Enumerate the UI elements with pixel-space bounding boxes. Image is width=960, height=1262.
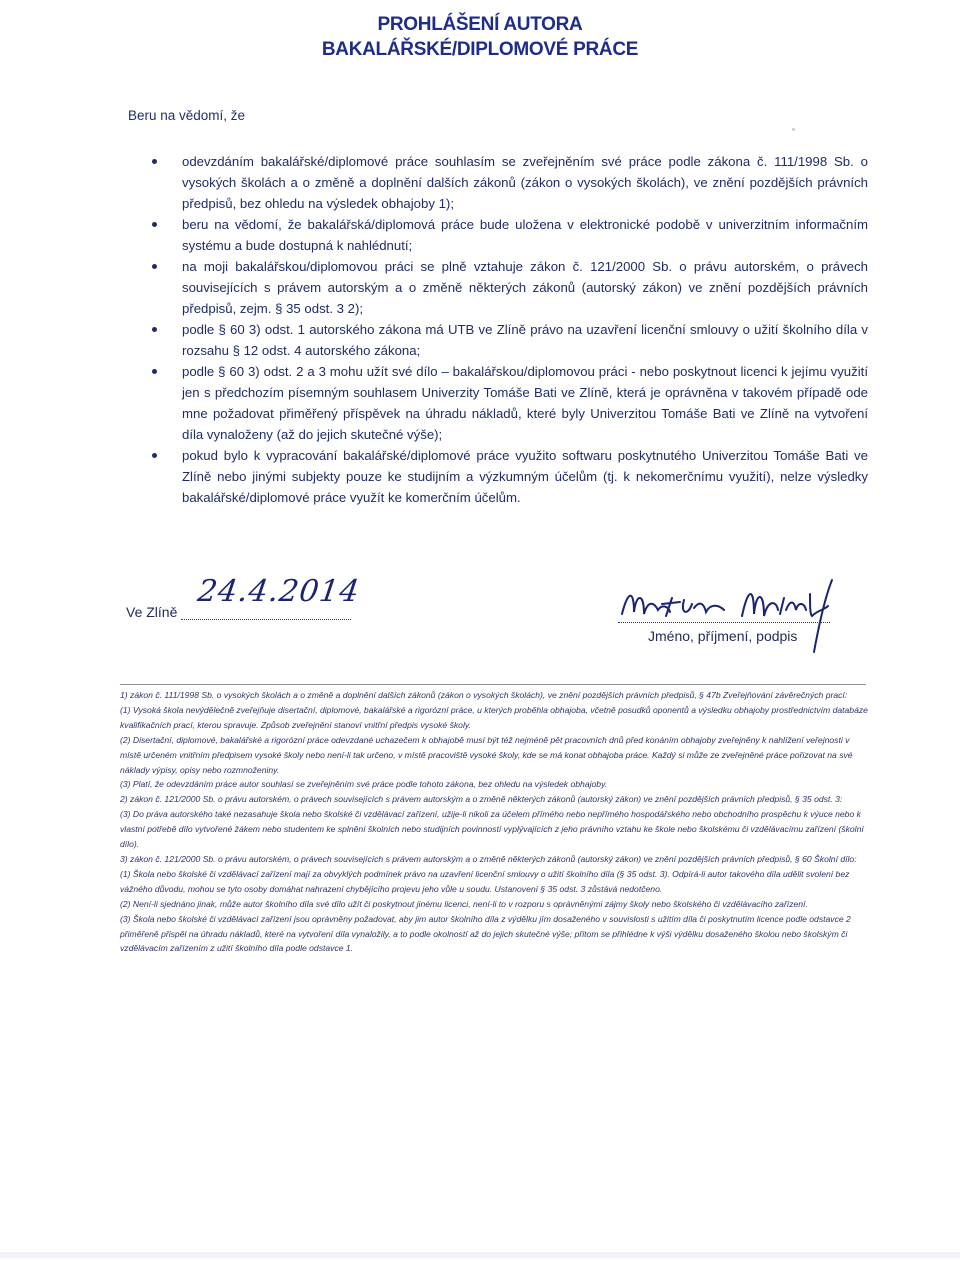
footnote: 3) zákon č. 121/2000 Sb. o právu autorském, o právech souvisejících s právem autorským a o změně některých zákonů (autorský zákon) ve znění pozdějších právních předpisů, § 60 Školní dílo:	[120, 853, 857, 864]
footnote: (3) Škola nebo školské či vzdělávací zařízení jsou oprávněny požadovat, aby jim autor školního díla z výdělku jím dosaženého v souvislosti s užitím díla či poskytnutím licence podle odstavce 2 přiměřeně přispěl na úhradu nákladů, které na vytvoření díla vynaložily, a to podle okolností až do jejich skutečné výše; přitom se přihlédne k výši výdělku dosaženého školou nebo školským či vzdělávacím zařízením z užití školního díla podle odstavce 1.	[120, 913, 851, 954]
footnote: 2) zákon č. 121/2000 Sb. o právu autorském, o právech souvisejících s právem autorským a o změně některých zákonů (autorský zákon) ve znění pozdějších právních předpisů, § 35 odst. 3:	[120, 794, 843, 805]
list-item	[152, 361, 868, 445]
footnote: (1) Škola nebo školské či vzdělávací zařízení mají za obvyklých podmínek právo na uzavření licenční smlouvy o užití školního díla (§ 35 odst. 3). Odpírá-li autor takového díla udělit svolení bez vážného důvodu, mohou se tyto osoby domáhat nahrazení chybějícího projevu jeho vůle u soudu. Ustanovení § 35 odst. 3 zůstává nedotčeno.	[120, 868, 850, 894]
scan-edge	[0, 1252, 960, 1258]
signature-dotted-line	[618, 622, 830, 623]
list-item	[152, 319, 868, 361]
bullet-icon	[152, 222, 157, 227]
date-dotted-line	[181, 605, 351, 620]
title-line-2: BAKALÁŘSKÉ/DIPLOMOVÉ PRÁCE	[321, 39, 639, 60]
place-date-line	[126, 604, 351, 620]
list-item	[152, 445, 868, 508]
footnotes	[120, 688, 868, 956]
place-label: Ve Zlíně	[126, 604, 178, 620]
title-line-1: PROHLÁŠENÍ AUTORA	[377, 14, 583, 35]
declaration-list	[152, 151, 868, 508]
intro-text: Beru na vědomí, že	[128, 108, 246, 123]
list-item	[152, 256, 868, 319]
footnote: 1) zákon č. 111/1998 Sb. o vysokých školách a o změně a doplnění dalších zákonů (zákon o vysokých školách), ve znění pozdějších právních předpisů, § 47b Zveřejňování závěrečných prací:	[120, 690, 848, 700]
footnote: (2) Disertační, diplomové, bakalářské a rigorózní práce odevzdané uchazečem k obhajobě musí být též nejméně pět pracovních dnů před konáním obhajoby zveřejněny k nahlížení veřejnosti v místě určeném vnitřním předpisem vysoké školy nebo není-li tak určeno, v místě pracoviště vysoké školy, kde se má konat obhajoba práce. Každý si může ze zveřejněné práce pořizovat na své náklady výpisy, opisy nebo rozmnoženiny.	[120, 734, 853, 775]
bullet-icon	[152, 453, 157, 458]
list-item-text: pokud bylo k vypracování bakalářské/diplomové práce využito softwaru poskytnutého Univerzitou Tomáše Bati ve Zlíně nebo jinými subjekty pouze ke studijním a výzkumným účelům (tj. k nekomerčnímu využití), nelze výsledky bakalářské/diplomové práce využít ke komerčním účelům.	[182, 448, 868, 505]
bullet-icon	[152, 369, 157, 374]
handwritten-date: 24.4.2014	[195, 574, 363, 609]
bullet-icon	[152, 264, 157, 269]
list-item-text: odevzdáním bakalářské/diplomové práce souhlasím se zveřejněním své práce podle zákona č. 111/1998 Sb. o vysokých školách a o změně a doplnění dalších zákonů (zákon o vysokých školách), ve znění pozdějších právních předpisů, bez ohledu na výsledek obhajoby 1);	[182, 154, 868, 211]
list-item-text: na moji bakalářskou/diplomovou práci se plně vztahuje zákon č. 121/2000 Sb. o právu autorském, o právech souvisejících s právem autorským a o změně některých zákonů (autorský zákon) ve znění pozdějších právních předpisů, zejm. § 35 odst. 3 2);	[182, 259, 868, 316]
scan-speck	[792, 128, 795, 131]
bullet-icon	[152, 159, 157, 164]
footnote: (1) Vysoká škola nevýdělečně zveřejňuje disertační, diplomové, bakalářské a rigorózní práce, u kterých proběhla obhajoba, včetně posudků oponentů a výsledku obhajoby prostřednictvím databáze kvalifikačních prací, kterou spravuje. Způsob zveřejnění stanoví vnitřní předpis vysoké školy.	[120, 704, 868, 730]
footnote-separator	[120, 684, 866, 685]
list-item-text: podle § 60 3) odst. 1 autorského zákona má UTB ve Zlíně právo na uzavření licenční smlouvy o užití školního díla v rozsahu § 12 odst. 4 autorského zákona;	[182, 322, 868, 358]
list-item-text: podle § 60 3) odst. 2 a 3 mohu užít své dílo – bakalářskou/diplomovou práci - nebo poskytnout licenci k jejímu využití jen s předchozím písemným souhlasem Univerzity Tomáše Bati ve Zlíně, která je oprávněna v takovém případě ode mne požadovat přiměřený příspěvek na úhradu nákladů, které byly Univerzitou Tomáše Bati ve Zlíně na vytvoření díla vynaloženy (až do jejich skutečné výše);	[182, 364, 868, 442]
footnote: (2) Není-li sjednáno jinak, může autor školního díla své dílo užít či poskytnout jinému licenci, není-li to v rozporu s oprávněnými zájmy školy nebo školského či vzdělávacího zařízení.	[120, 898, 808, 909]
list-item-text: beru na vědomí, že bakalářská/diplomová práce bude uložena v elektronické podobě v univerzitním informačním systému a bude dostupná k nahlédnutí;	[182, 217, 868, 253]
signature-caption: Jméno, příjmení, podpis	[648, 628, 798, 644]
list-item	[152, 214, 868, 256]
list-item	[152, 151, 868, 214]
page-title	[0, 12, 960, 62]
bullet-icon	[152, 327, 157, 332]
footnote: (3) Do práva autorského také nezasahuje škola nebo školské či vzdělávací zařízení, užije-li nikoli za účelem přímého nebo nepřímého hospodářského nebo obchodního prospěchu k výuce nebo k vlastní potřebě dílo vytvořené žákem nebo studentem ke splnění školních nebo studijních povinností vyplývajících z jeho právního vztahu ke škole nebo školskému či vzdělávacímu zařízení (školní dílo).	[120, 809, 864, 850]
footnote: (3) Platí, že odevzdáním práce autor souhlasí se zveřejněním své práce podle tohoto zákona, bez ohledu na výsledek obhajoby.	[120, 779, 608, 790]
